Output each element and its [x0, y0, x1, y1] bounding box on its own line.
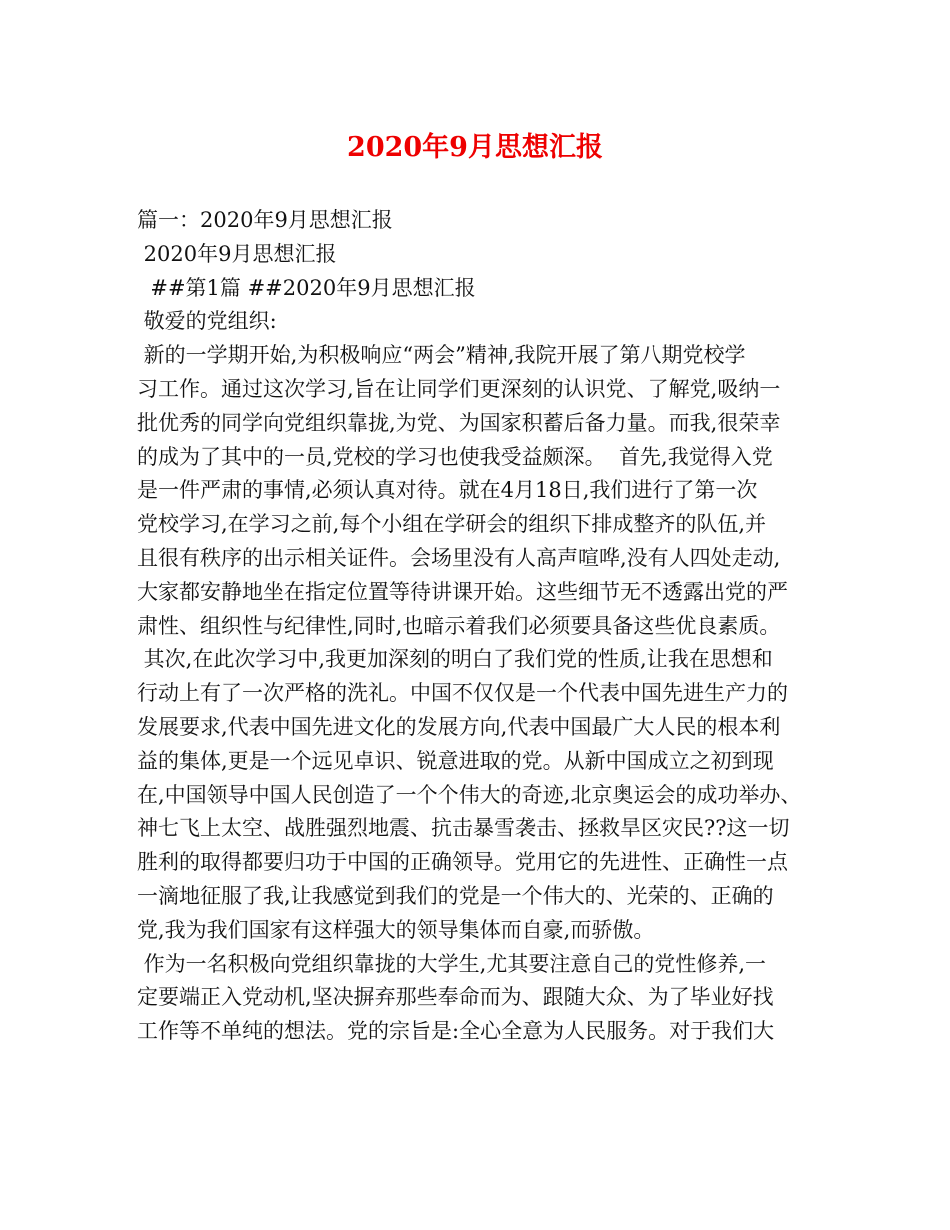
text-line: 工作等不单纯的想法。党的宗旨是:全心全意为人民服务。对于我们大 [137, 1019, 775, 1044]
text-line: 党校学习,在学习之前,每个小组在学研会的组织下排成整齐的队伍,并 [137, 512, 767, 537]
text-line: ##第1篇 ##2020年9月思想汇报 [137, 275, 476, 300]
text-line: 益的集体,更是一个远见卓识、锐意进取的党。从新中国成立之初到现 [137, 748, 774, 773]
text-line: 在,中国领导中国人民创造了一个个伟大的奇迹,北京奥运会的成功举办、 [137, 782, 802, 807]
text-line: 胜利的取得都要归功于中国的正确领导。党用它的先进性、正确性一点 [137, 850, 788, 875]
text-line: 其次,在此次学习中,我更加深刻的明白了我们党的性质,让我在思想和 [137, 647, 773, 672]
document-title: 2020年9月思想汇报 [347, 132, 603, 163]
document-body [137, 204, 827, 1049]
text-line: 定要端正入党动机,坚决摒弃那些奉命而为、跟随大众、为了毕业好找 [137, 985, 774, 1010]
text-line: 新的一学期开始,为积极响应“两会”精神,我院开展了第八期党校学 [137, 343, 746, 368]
text-line: 批优秀的同学向党组织靠拢,为党、为国家积蓄后备力量。而我,很荣幸 [137, 410, 781, 435]
text-line: 大家都安静地坐在指定位置等待讲课开始。这些细节无不透露出党的严 [137, 579, 788, 604]
text-line: 党,我为我们国家有这样强大的领导集体而自豪,而骄傲。 [137, 917, 655, 942]
text-line: 一滴地征服了我,让我感觉到我们的党是一个伟大的、光荣的、正确的 [137, 883, 774, 908]
text-line: 敬爱的党组织: [137, 309, 277, 334]
text-line: 篇一：2020年9月思想汇报 [137, 208, 393, 232]
text-line: 发展要求,代表中国先进文化的发展方向,代表中国最广大人民的根本利 [137, 714, 781, 739]
text-line: 神七飞上太空、战胜强烈地震、抗击暴雪袭击、拯救旱区灾民??这一切 [137, 816, 790, 841]
text-line: 是一件严肃的事情,必须认真对待。就在4月18日,我们进行了第一次 [137, 478, 758, 503]
text-line: 习工作。通过这次学习,旨在让同学们更深刻的认识党、了解党,吸纳一 [137, 376, 781, 401]
text-line: 肃性、组织性与纪律性,同时,也暗示着我们必须要具备这些优良素质。 [137, 613, 781, 638]
text-line: 的成为了其中的一员,党校的学习也使我受益颇深。 首先,我觉得入党 [137, 444, 773, 469]
text-line: 作为一名积极向党组织靠拢的大学生,尤其要注意自己的党性修养,一 [137, 951, 767, 976]
text-line: 且很有秩序的出示相关证件。会场里没有人高声喧哗,没有人四处走动, [137, 545, 781, 570]
text-line: 2020年9月思想汇报 [137, 241, 337, 266]
text-line: 行动上有了一次严格的洗礼。中国不仅仅是一个代表中国先进生产力的 [137, 681, 788, 706]
